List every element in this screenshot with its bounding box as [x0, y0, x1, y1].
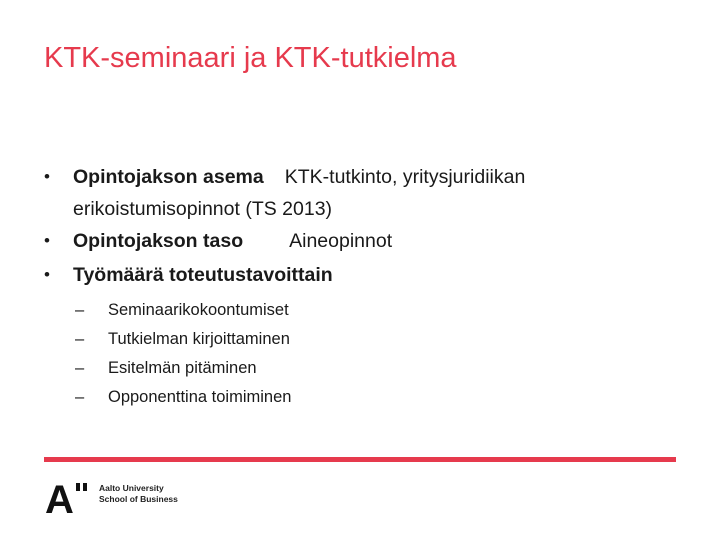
sub-item-text: Tutkielman kirjoittaminen: [108, 330, 290, 348]
sub-item-text: Opponenttina toimiminen: [108, 388, 292, 406]
slide-title: KTK-seminaari ja KTK-tutkielma: [44, 42, 457, 74]
aalto-logo: [45, 480, 215, 516]
dash-marker: –: [75, 388, 85, 406]
aalto-logo-icon: [45, 480, 95, 514]
dash-marker: –: [75, 359, 85, 377]
sub-item: [44, 325, 684, 354]
logo-letter: A: [45, 480, 74, 514]
bullet-dot: •: [44, 167, 50, 186]
bullet-value-line2: erikoistumisopinnot (TS 2013): [73, 198, 333, 220]
bullet-item-opintojakson-asema: [44, 160, 684, 224]
sub-item: [44, 383, 684, 412]
footer-divider: [44, 457, 676, 462]
sub-item-text: Seminaarikokoontumiset: [108, 301, 289, 319]
bullet-dot: •: [44, 231, 50, 250]
bullet-label: Opintojakson taso: [73, 230, 244, 252]
sub-item: [44, 296, 684, 325]
bullet-label: Työmäärä toteutustavoittain: [73, 264, 333, 286]
university-name: Aalto University: [99, 483, 164, 493]
bullet-value-line1: KTK-tutkinto, yritysjuridiikan: [284, 166, 526, 188]
bullet-list: [44, 160, 684, 412]
bullet-item-opintojakson-taso: [44, 224, 684, 258]
sub-bullet-list: [44, 296, 684, 412]
bullet-label: Opintojakson asema: [73, 166, 264, 188]
bullet-dot: •: [44, 265, 50, 284]
sub-item-text: Esitelmän pitäminen: [108, 359, 257, 377]
sub-item: [44, 354, 684, 383]
bullet-item-tyomaara: [44, 258, 684, 292]
bullet-value: Aineopinnot: [289, 230, 393, 252]
school-name: School of Business: [99, 494, 178, 504]
logo-text: [99, 483, 178, 505]
dash-marker: –: [75, 301, 85, 319]
dash-marker: –: [75, 330, 85, 348]
